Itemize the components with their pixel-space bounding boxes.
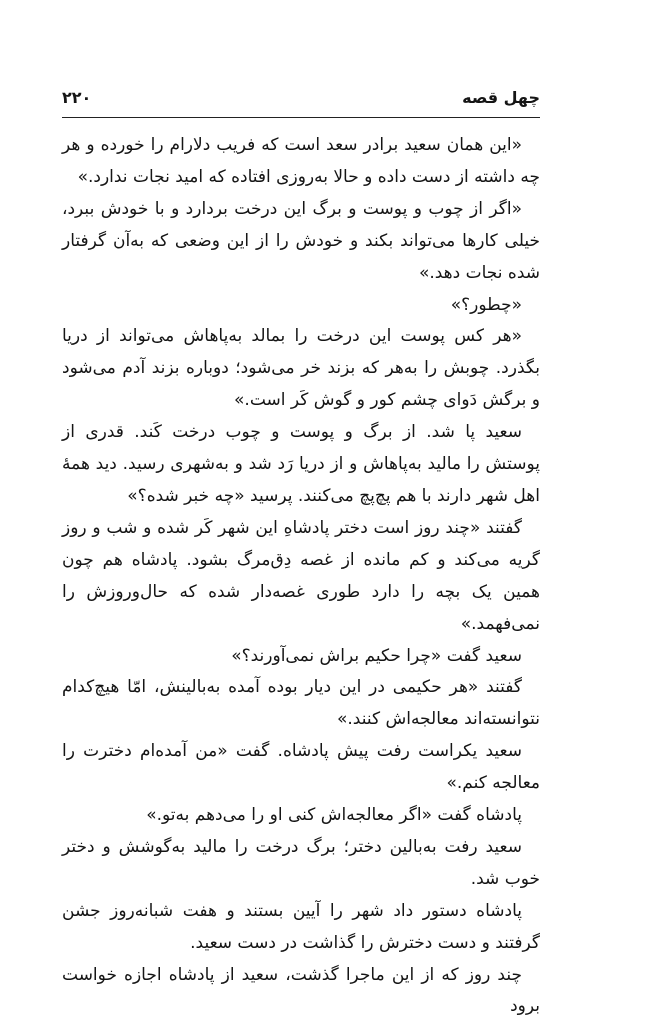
paragraph: گفتند «چند روز است دختر پادشاهِ این شهر کَر شده و شب و روز گریه می‌کند و کم مانده از غصه دِق‌مرگ بشود. پادشاه هم چون همین یک بچه را دارد طوری غصه‌دار شده که حال‌وروزش را نمی‌فهمد.» (62, 517, 540, 634)
paragraph: سعید پا شد. از برگ و پوست و چوب درخت کَند. قدری از پوستش را مالید به‌پاهاش و از دریا رَد شد و به‌شهری رسید. دید همهٔ اهل شهر دارند با هم پچ‌پچ می‌کنند. پرسید «چه خبر شده؟» (62, 422, 540, 506)
page-header (62, 88, 540, 114)
page-number: ۲۲۰ (62, 88, 92, 107)
paragraph: «این همان سعید برادر سعد است که فریب دلارام را خورده و هر چه داشته از دست داده و حالا به‌روزی افتاده که امید نجات ندارد.» (62, 135, 540, 187)
paragraph: «چطور؟» (450, 294, 522, 315)
paragraph: سعید رفت به‌بالین دختر؛ برگ درخت را مالید به‌گوشش و دختر خوب شد. (62, 836, 540, 889)
paragraph: چند روز که از این ماجرا گذشت، سعید از پادشاه اجازه خواست برود (62, 964, 540, 1017)
paragraph: سعید یکراست رفت پیش پادشاه. گفت «من آمده‌ام دخترت را معالجه کنم.» (62, 741, 540, 794)
paragraph: پادشاه گفت «اگر معالجه‌اش کنی او را می‌دهم به‌تو.» (146, 805, 522, 826)
story-text (62, 130, 540, 1023)
paragraph: «هر کس پوست این درخت را بمالد به‌پاهاش می‌تواند از دریا بگذرد. چوبش را به‌هر که بزند خر می‌شود؛ دوباره بزند آدم می‌شود و برگش دَوای چشم کور و گوش کَر است.» (62, 326, 540, 411)
paragraph: گفتند «هر حکیمی در این دیار بوده آمده به‌بالینش، امّا هیچ‌کدام نتوانسته‌اند معالجه‌اش کنند.» (62, 677, 540, 730)
paragraph: پادشاه دستور داد شهر را آیین بستند و هفت شبانه‌روز جشن گرفتند و دست دخترش را گذاشت در دست سعید. (62, 900, 540, 953)
paragraph: سعید گفت «چرا حکیم براش نمی‌آورند؟» (231, 645, 522, 666)
paragraph: «اگر از چوب و پوست و برگ این درخت بردارد و با خودش ببرد، خیلی کارها می‌تواند بکند و خودش را از این وضعی که به‌آن گرفتار شده نجات دهد.» (62, 198, 540, 283)
book-title: چهل قصه (462, 88, 540, 107)
header-divider (62, 117, 540, 118)
